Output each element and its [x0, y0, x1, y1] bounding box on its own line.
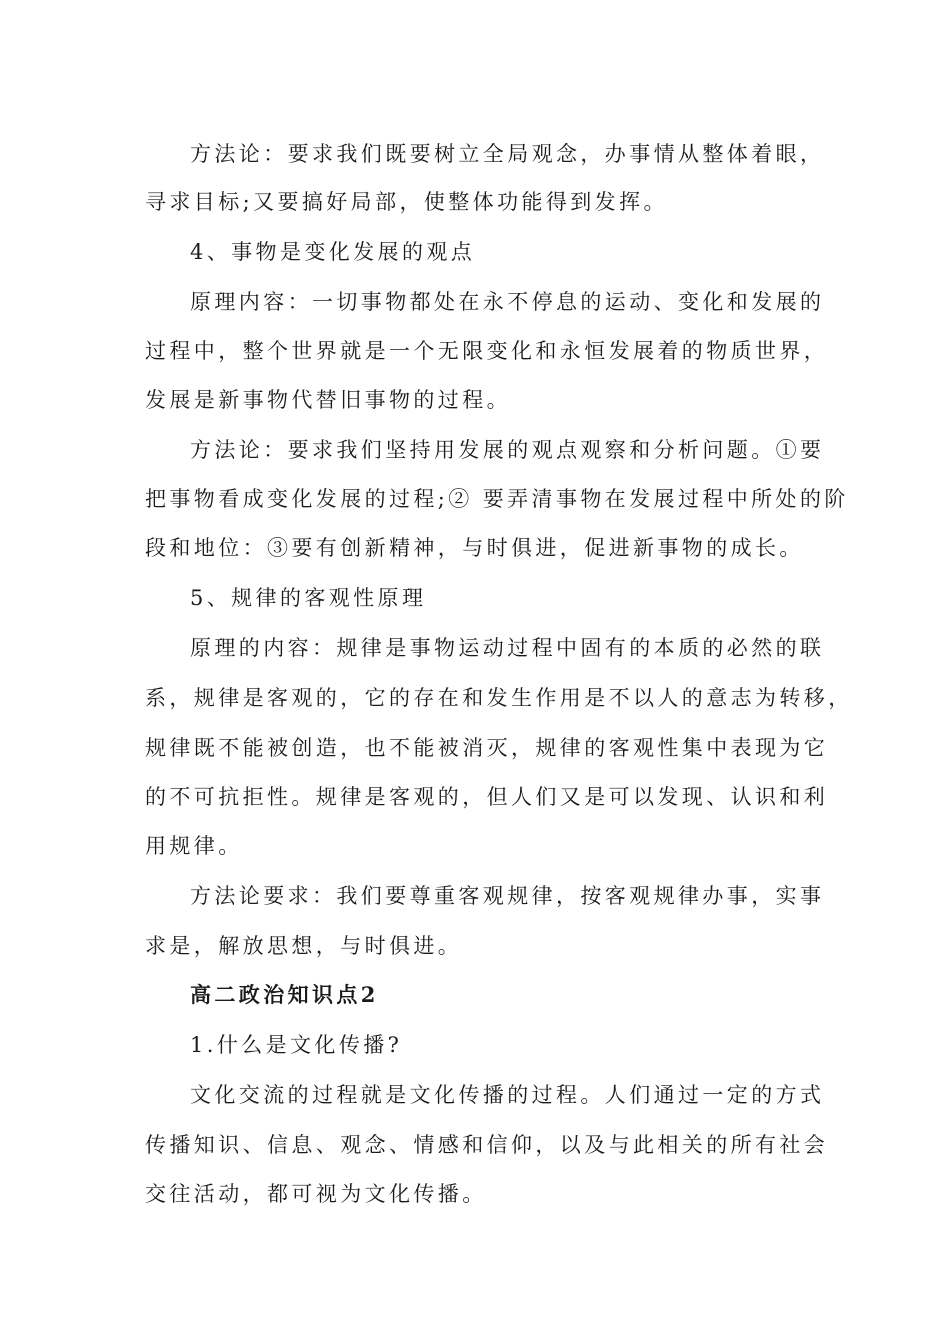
- paragraph-line: 把事物看成变化发展的过程;② 要弄清事物在发展过程中所处的阶: [145, 487, 849, 511]
- paragraph-line: 规律既不能被创造，也不能被消灭，规律的客观性集中表现为它: [145, 736, 829, 760]
- paragraph-line: 方法论要求：我们要尊重客观规律，按客观规律办事，实事: [190, 884, 825, 908]
- paragraph-line: 原理内容：一切事物都处在永不停息的运动、变化和发展的: [190, 290, 825, 314]
- paragraph-line: 文化交流的过程就是文化传播的过程。人们通过一定的方式: [190, 1083, 825, 1107]
- paragraph-line: 发展是新事物代替旧事物的过程。: [145, 388, 511, 412]
- question-heading: 1.什么是文化传播?: [190, 1033, 403, 1057]
- paragraph-line: 原理的内容：规律是事物运动过程中固有的本质的必然的联: [190, 636, 825, 660]
- paragraph-line: 过程中，整个世界就是一个无限变化和永恒发展着的物质世界，: [145, 339, 829, 363]
- section-heading: 4、事物是变化发展的观点: [190, 240, 476, 264]
- paragraph-line: 求是，解放思想，与时俱进。: [145, 934, 463, 958]
- paragraph-line: 方法论：要求我们既要树立全局观念，办事情从整体着眼，: [190, 142, 825, 166]
- paragraph-line: 用规律。: [145, 834, 243, 858]
- paragraph-line: 的不可抗拒性。规律是客观的，但人们又是可以发现、认识和利: [145, 785, 829, 809]
- paragraph-line: 方法论：要求我们坚持用发展的观点观察和分析问题。①要: [190, 438, 825, 462]
- section-heading: 5、规律的客观性原理: [190, 586, 427, 610]
- paragraph-line: 段和地位：③要有创新精神，与时俱进，促进新事物的成长。: [145, 536, 804, 560]
- paragraph-line: 交往活动，都可视为文化传播。: [145, 1182, 487, 1206]
- paragraph-line: 传播知识、信息、观念、情感和信仰，以及与此相关的所有社会: [145, 1133, 829, 1157]
- section-title: 高二政治知识点2: [190, 982, 379, 1007]
- paragraph-line: 系，规律是客观的，它的存在和发生作用是不以人的意志为转移，: [145, 686, 853, 710]
- paragraph-line: 寻求目标;又要搞好局部，使整体功能得到发挥。: [145, 190, 668, 214]
